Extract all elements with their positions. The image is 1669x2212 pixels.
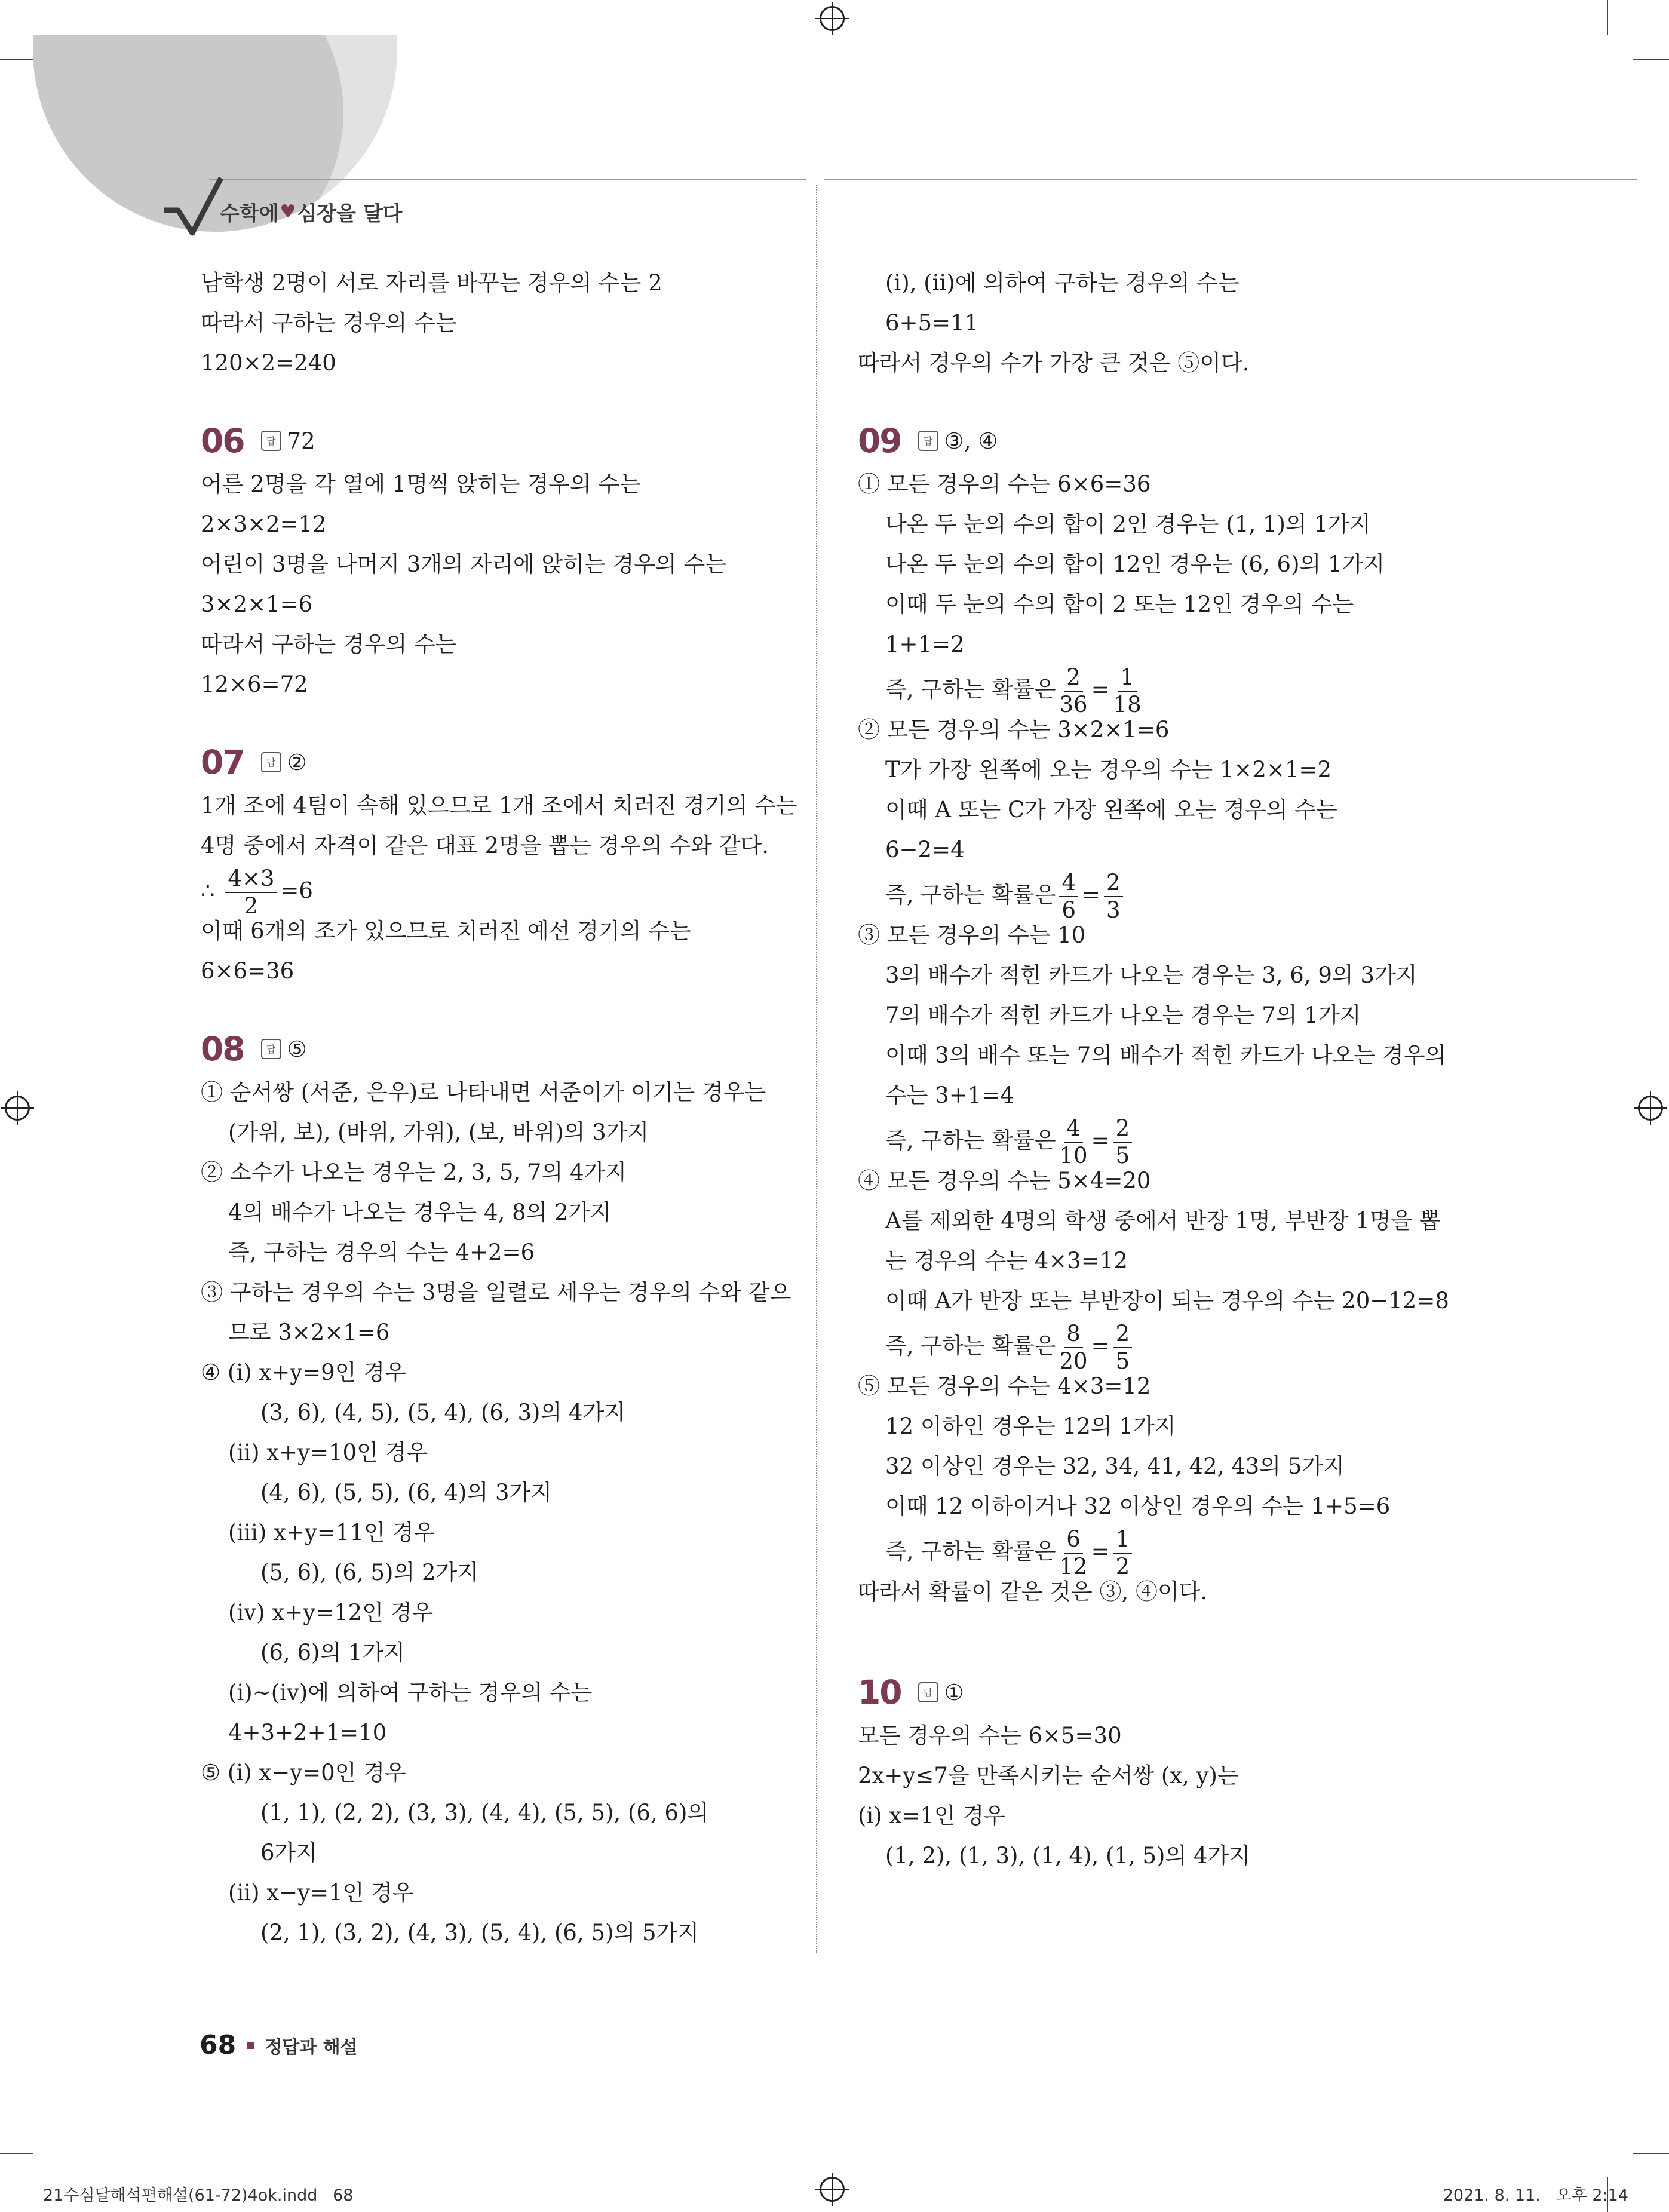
crop-mark — [1607, 0, 1608, 35]
text-line: (ⅰ), (ⅱ)에 의하여 구하는 경우의 수는 — [885, 270, 1240, 296]
text-line: ④ 모든 경우의 수는 5×4=20 — [858, 1168, 1151, 1194]
text-line: ④ (ⅰ) x+y=9인 경우 — [201, 1360, 406, 1385]
text-line: 어른 2명을 각 열에 1명씩 앉히는 경우의 수는 — [201, 471, 642, 497]
text-line: 6가지 — [260, 1840, 318, 1866]
question-06-heading — [201, 418, 804, 464]
text-line: 4+3+2+1=10 — [228, 1720, 387, 1745]
text-line: (4, 6), (5, 5), (6, 4)의 3가지 — [260, 1480, 552, 1505]
part-4 — [858, 1161, 1634, 1321]
question-07-body — [201, 786, 804, 991]
text-line: 이때 두 눈의 수의 합이 2 또는 12인 경우의 수는 — [885, 591, 1354, 617]
timestamp: 2021. 8. 11. 오후 2:14 — [1443, 2186, 1628, 2205]
fraction-numerator: 2 — [1104, 870, 1123, 897]
text-line: ② 소수가 나오는 경우는 2, 3, 5, 7의 4가지 — [201, 1159, 627, 1185]
probability-line — [858, 1526, 1634, 1579]
question-number: 07 — [201, 743, 244, 781]
equals-sign: = — [1091, 676, 1110, 702]
page-number: 68 — [200, 2030, 237, 2060]
text-line: A를 제외한 4명의 학생 중에서 반장 1명, 부반장 1명을 뽑 — [885, 1208, 1441, 1234]
registration-mark-icon — [1638, 1096, 1663, 1121]
text-line: (ⅰ)~(ⅳ)에 의하여 구하는 경우의 수는 — [228, 1680, 593, 1705]
text-line: 3의 배수가 적힌 카드가 나오는 경우는 3, 6, 9의 3가지 — [885, 962, 1418, 988]
text-line: (ⅳ) x+y=12인 경우 — [228, 1600, 434, 1625]
left-column — [201, 263, 804, 1953]
brand-text-pre: 수학에 — [220, 202, 279, 226]
text-line: 120×2=240 — [201, 350, 336, 376]
registration-mark-icon — [5, 1096, 30, 1121]
fraction — [1104, 870, 1123, 924]
text-line: 따라서 경우의 수가 가장 큰 것은 ⑤이다. — [858, 350, 1250, 376]
text-line: 즉, 구하는 경우의 수는 4+2=6 — [228, 1240, 535, 1265]
fraction-denominator: 5 — [1115, 1143, 1130, 1168]
probability-line — [858, 1321, 1634, 1374]
text-line: 3×2×1=6 — [201, 591, 313, 617]
crop-mark — [1633, 2153, 1669, 2154]
answer-tag-icon: 답 — [918, 431, 938, 451]
text-line: 이때 12 이하이거나 32 이상인 경우의 수는 1+5=6 — [885, 1493, 1391, 1519]
fraction-numerator: 2 — [1113, 1115, 1133, 1143]
question-06-body — [201, 464, 804, 704]
text-line: 12 이하인 경우는 12의 1가지 — [885, 1413, 1176, 1439]
answer-value: ⑤ — [287, 1036, 307, 1062]
question-10-body — [858, 1716, 1634, 1876]
text-line: ③ 모든 경우의 수는 10 — [858, 922, 1086, 948]
text-line: 따라서 구하는 경우의 수는 — [201, 631, 457, 657]
answer-tag-icon: 답 — [261, 431, 281, 451]
answer-value: ② — [287, 749, 307, 775]
text-line: 4의 배수가 나오는 경우는 4, 8의 2가지 — [228, 1199, 612, 1225]
text-line: (ⅱ) x−y=1인 경우 — [228, 1880, 414, 1906]
fraction-numerator: 2 — [1064, 664, 1083, 692]
header-rule — [209, 179, 806, 180]
text-line: (ⅱ) x+y=10인 경우 — [228, 1440, 428, 1465]
text-line: (3, 6), (4, 5), (5, 4), (6, 3)의 4가지 — [260, 1400, 625, 1425]
text-line: 는 경우의 수는 4×3=12 — [885, 1248, 1128, 1274]
text-line: 4명 중에서 자격이 같은 대표 2명을 뽑는 경우의 수와 같다. — [201, 833, 769, 858]
answer-tag-icon: 답 — [261, 1039, 281, 1059]
part-3 — [858, 915, 1634, 1115]
text-line: 남학생 2명이 서로 자리를 바꾸는 경우의 수는 2 — [201, 270, 662, 296]
fraction-denominator: 18 — [1113, 692, 1142, 717]
registration-mark-icon — [820, 6, 845, 31]
text-line: 이때 6개의 조가 있으므로 치러진 예선 경기의 수는 — [201, 918, 691, 944]
text-line: 나온 두 눈의 수의 합이 12인 경우는 (6, 6)의 1가지 — [885, 551, 1385, 577]
text-line: 므로 3×2×1=6 — [228, 1320, 390, 1345]
equals-sign: = — [1091, 1127, 1110, 1153]
part-2 — [858, 710, 1634, 870]
text-line: (ⅲ) x+y=11인 경우 — [228, 1520, 435, 1545]
text-line: 2x+y≤7을 만족시키는 순서쌍 (x, y)는 — [858, 1763, 1239, 1788]
question-07-heading — [201, 739, 804, 786]
part-1 — [858, 464, 1634, 664]
text-line: (1, 1), (2, 2), (3, 3), (4, 4), (5, 5), (6, 6)의 — [260, 1800, 709, 1826]
text-line: ⑤ (ⅰ) x−y=0인 경우 — [201, 1760, 406, 1785]
question-09-body — [858, 464, 1634, 1612]
text-line: (1, 2), (1, 3), (1, 4), (1, 5)의 4가지 — [885, 1843, 1250, 1869]
registration-mark-icon — [820, 2177, 845, 2202]
text-line: 1개 조에 4팀이 속해 있으므로 1개 조에서 치러진 경기의 수는 — [201, 793, 797, 818]
fraction-denominator: 12 — [1059, 1554, 1088, 1579]
answer-value: ③, ④ — [944, 428, 998, 454]
text-line: ⑤ 모든 경우의 수는 4×3=12 — [858, 1373, 1151, 1399]
question-number: 06 — [201, 421, 244, 460]
brand-logo — [220, 197, 403, 226]
therefore-symbol: ∴ — [201, 878, 215, 904]
text-line: 이때 A 또는 C가 가장 왼쪽에 오는 경우의 수는 — [885, 797, 1337, 823]
header-rule — [824, 179, 1637, 180]
text-line: (가위, 보), (바위, 가위), (보, 바위)의 3가지 — [228, 1119, 649, 1145]
intro-text — [858, 263, 1634, 383]
equals-sign: = — [1091, 1333, 1110, 1359]
question-number: 10 — [858, 1673, 901, 1711]
answer-value: ① — [944, 1679, 964, 1705]
fraction-numerator: 6 — [1064, 1526, 1083, 1554]
crop-mark — [1633, 59, 1669, 60]
fraction-numerator: 1 — [1118, 664, 1137, 692]
text-line: 6−2=4 — [885, 837, 965, 863]
intro-text — [201, 263, 804, 383]
probability-line — [858, 664, 1634, 717]
heart-icon: ♥ — [280, 201, 296, 222]
text-line: (5, 6), (6, 5)의 2가지 — [260, 1560, 478, 1585]
fraction-denominator: 6 — [1061, 897, 1076, 923]
probability-label: 즉, 구하는 확률은 — [885, 676, 1056, 702]
text-line: 이때 3의 배수 또는 7의 배수가 적힌 카드가 나오는 경우의 — [885, 1042, 1447, 1068]
file-name: 21수심달해석편해설(61-72)4ok.indd 68 — [43, 2186, 354, 2205]
text-line: 6×6=36 — [201, 958, 294, 984]
fraction-numerator: 4 — [1059, 870, 1078, 897]
text-line: ① 순서쌍 (서준, 은우)로 나타내면 서준이가 이기는 경우는 — [201, 1079, 766, 1105]
fraction-denominator: 3 — [1106, 897, 1121, 923]
text-line: 32 이상인 경우는 32, 34, 41, 42, 43의 5가지 — [885, 1453, 1345, 1479]
question-10-heading — [858, 1669, 1634, 1716]
answer-tag-icon: 답 — [918, 1682, 938, 1702]
fraction-result: =6 — [280, 878, 313, 904]
fraction-line — [201, 866, 804, 919]
fraction-denominator: 5 — [1115, 1348, 1130, 1374]
fraction-denominator: 20 — [1059, 1348, 1088, 1374]
equals-sign: = — [1091, 1538, 1110, 1564]
text-line: 12×6=72 — [201, 671, 308, 697]
text-line: 나온 두 눈의 수의 합이 2인 경우는 (1, 1)의 1가지 — [885, 511, 1371, 537]
text-line: (2, 1), (3, 2), (4, 3), (5, 4), (6, 5)의 5가지 — [260, 1920, 699, 1946]
fraction-denominator: 10 — [1059, 1143, 1088, 1168]
equals-sign: = — [1082, 882, 1101, 908]
crop-mark — [0, 59, 33, 60]
part-5 — [858, 1366, 1634, 1526]
probability-label: 즉, 구하는 확률은 — [885, 1333, 1056, 1359]
fraction-denominator: 2 — [1115, 1554, 1130, 1579]
text-line: 수는 3+1=4 — [885, 1082, 1014, 1108]
question-number: 09 — [858, 421, 901, 460]
probability-line — [858, 1115, 1634, 1168]
probability-label: 즉, 구하는 확률은 — [885, 1127, 1056, 1153]
right-column — [858, 263, 1634, 1876]
answer-value: 72 — [287, 428, 315, 454]
fraction-denominator: 2 — [244, 893, 259, 919]
probability-label: 즉, 구하는 확률은 — [885, 1538, 1056, 1564]
question-number: 08 — [201, 1029, 244, 1068]
square-bullet-icon — [247, 2042, 254, 2049]
fraction-numerator: 2 — [1113, 1321, 1133, 1348]
fraction-numerator: 8 — [1064, 1321, 1083, 1348]
fraction-numerator: 4×3 — [225, 866, 277, 893]
text-line: 모든 경우의 수는 6×5=30 — [858, 1723, 1122, 1748]
text-line: 따라서 구하는 경우의 수는 — [201, 310, 457, 336]
text-line: 1+1=2 — [885, 631, 965, 657]
probability-line — [858, 870, 1634, 923]
brand-text-post: 장을 달다 — [317, 202, 403, 226]
text-line: 6+5=11 — [885, 310, 979, 336]
text-line: (6, 6)의 1가지 — [260, 1640, 406, 1665]
question-08-body — [201, 1072, 804, 1953]
text-line: (ⅰ) x=1인 경우 — [858, 1803, 1005, 1828]
text-line: 이때 A가 반장 또는 부반장이 되는 경우의 수는 20−12=8 — [885, 1288, 1449, 1314]
conclusion: 따라서 확률이 같은 것은 ③, ④이다. — [858, 1579, 1208, 1604]
fraction-numerator: 4 — [1064, 1115, 1083, 1143]
column-divider — [816, 185, 817, 1953]
answer-tag-icon: 답 — [261, 752, 281, 772]
text-line: ② 모든 경우의 수는 3×2×1=6 — [858, 717, 1170, 743]
crop-mark — [0, 2153, 33, 2154]
fraction-numerator: 1 — [1113, 1526, 1133, 1554]
fraction-denominator: 36 — [1059, 692, 1088, 717]
text-line: ① 모든 경우의 수는 6×6=36 — [858, 471, 1151, 497]
text-line: 2×3×2=12 — [201, 511, 327, 537]
probability-label: 즉, 구하는 확률은 — [885, 882, 1056, 908]
brand-heart-letter: 심 — [297, 202, 317, 226]
text-line: ③ 구하는 경우의 수는 3명을 일렬로 세우는 경우의 수와 같으 — [201, 1280, 791, 1305]
page-footer — [200, 2030, 358, 2060]
text-line: 어린이 3명을 나머지 3개의 자리에 앉히는 경우의 수는 — [201, 551, 726, 577]
question-08-heading — [201, 1026, 804, 1072]
question-09-heading — [858, 418, 1634, 464]
text-line: T가 가장 왼쪽에 오는 경우의 수는 1×2×1=2 — [885, 757, 1332, 783]
text-line: 7의 배수가 적힌 카드가 나오는 경우는 7의 1가지 — [885, 1002, 1361, 1028]
section-title: 정답과 해설 — [265, 2036, 358, 2058]
